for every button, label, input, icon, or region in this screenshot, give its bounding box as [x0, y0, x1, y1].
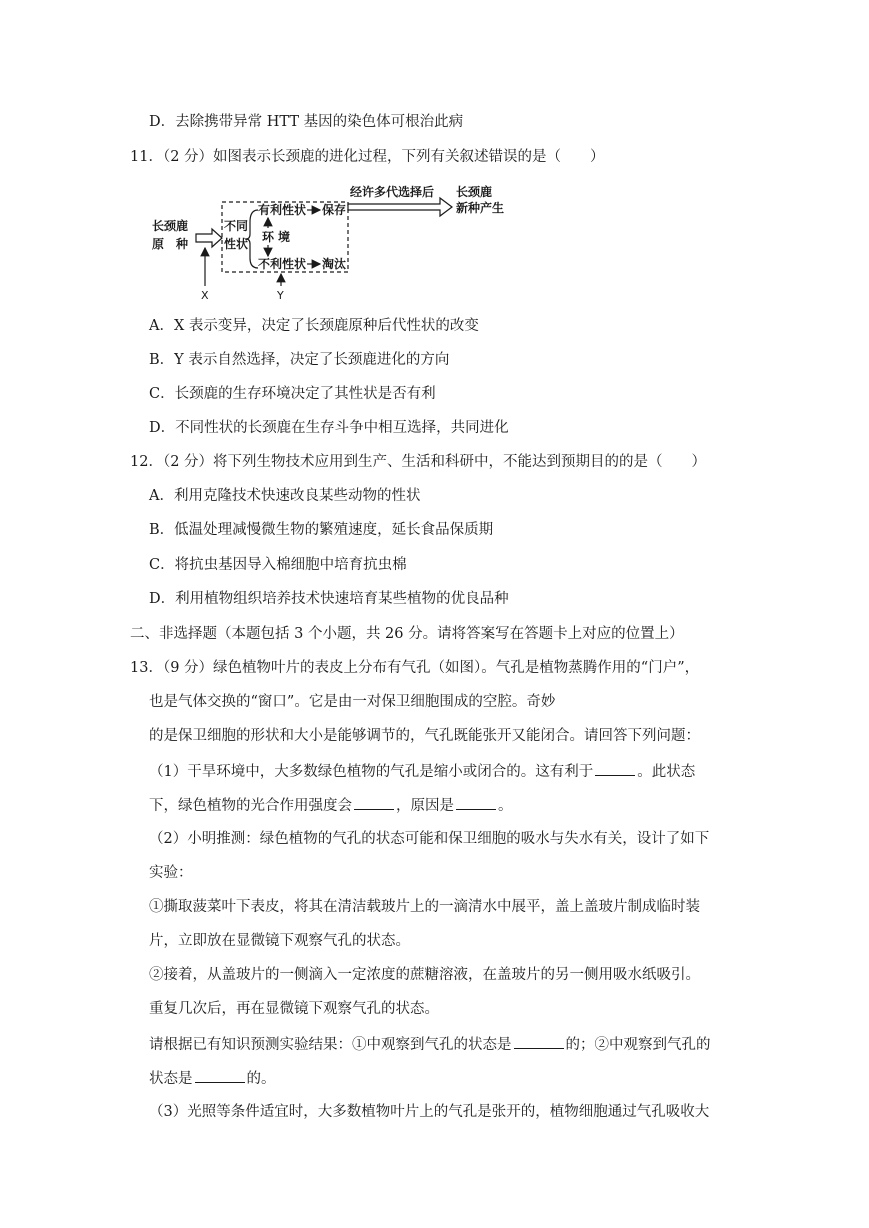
q13-prediction-line-2: [149, 1068, 276, 1089]
answer-blank-3[interactable]: [456, 795, 496, 810]
q13-prediction-text-b: 的；②中观察到气孔的: [565, 1037, 711, 1053]
q13-stem-line-3: 的是保卫细胞的形状和大小是能够调节的，气孔既能张开又能闭合。请回答下列问题：: [149, 728, 700, 744]
q11-option-b: B．Y 表示自然选择，决定了长颈鹿进化的方向: [149, 352, 450, 368]
diagram-eliminated-label: 淘汰: [322, 257, 347, 271]
diagram-origin-label-1: 长颈鹿: [152, 219, 189, 233]
q13-prediction-line-1: [149, 1034, 711, 1055]
q13-step-1-line-1: ①撕取菠菜叶下表皮，将其在清洁载玻片上的一滴清水中展平，盖上盖玻片制成临时装: [149, 899, 700, 915]
diagram-preserved-label: 保存: [322, 203, 347, 217]
q11-option-a: A．X 表示变异，决定了长颈鹿原种后代性状的改变: [149, 318, 479, 334]
q13-prediction-text-a: 请根据已有知识预测实验结果：①中观察到气孔的状态是: [149, 1037, 512, 1053]
q13-part-3-line-1: （3）光照等条件适宜时，大多数植物叶片上的气孔是张开的，植物细胞通过气孔吸收大: [149, 1104, 710, 1120]
diagram-after-selection-label: 经许多代选择后: [350, 185, 435, 199]
diagram-new-species-label-1: 长颈鹿: [456, 185, 493, 199]
section-2-heading: 二、非选择题（本题包括 3 个小题，共 26 分。请将答案写在答题卡上对应的位置上）: [130, 626, 684, 642]
q13-part-2-line-2: 实验：: [149, 865, 193, 881]
giraffe-evolution-diagram: [150, 182, 530, 304]
answer-blank-4[interactable]: [514, 1034, 564, 1049]
diagram-y-label: Y: [277, 289, 284, 302]
diagram-unfavorable-label: 不利性状: [258, 257, 307, 271]
q13-part-1-text-e: 。: [498, 798, 513, 814]
q11-option-d: D．不同性状的长颈鹿在生存斗争中相互选择，共同进化: [149, 420, 509, 436]
q13-part-1-text-d: ，原因是: [396, 798, 454, 814]
q12-option-a: A．利用克隆技术快速改良某些动物的性状: [149, 488, 421, 504]
q13-prediction-text-d: 的。: [246, 1071, 276, 1087]
answer-blank-1[interactable]: [595, 761, 635, 776]
q11-option-c: C．长颈鹿的生存环境决定了其性状是否有利: [149, 386, 436, 402]
q13-part-1-text-b: 。此状态: [637, 764, 696, 780]
q13-part-1-line-1: [149, 761, 695, 782]
diagram-different-label-1: 不同: [224, 219, 249, 233]
q12-option-b: B．低温处理减慢微生物的繁殖速度，延长食品保质期: [149, 522, 494, 538]
q12-stem: 12．（2 分）将下列生物技术应用到生产、生活和科研中，不能达到预期目的的是（ ）: [130, 454, 707, 470]
q12-option-d: D．利用植物组织培养技术快速培育某些植物的优良品种: [149, 591, 509, 607]
q13-step-2-line-1: ②接着，从盖玻片的一侧滴入一定浓度的蔗糖溶液，在盖玻片的另一侧用吸水纸吸引。: [149, 967, 700, 983]
q13-part-2-line-1: （2）小明推测：绿色植物的气孔的状态可能和保卫细胞的吸水与失水有关，设计了如下: [149, 831, 710, 847]
q12-option-c: C．将抗虫基因导入棉细胞中培育抗虫棉: [149, 557, 407, 573]
diagram-origin-label-2: 原 种: [152, 237, 189, 251]
q13-stem-line-1: 13．（9 分）绿色植物叶片的表皮上分布有气孔（如图）。气孔是植物蒸腾作用的“门户”，: [130, 660, 700, 676]
q13-step-1-line-2: 片，立即放在显微镜下观察气孔的状态。: [149, 933, 410, 949]
q13-prediction-text-c: 状态是: [149, 1071, 193, 1087]
diagram-x-label: X: [201, 289, 209, 302]
q13-step-2-line-2: 重复几次后，再在显微镜下观察气孔的状态。: [149, 1001, 439, 1017]
diagram-environment-label-1: 环: [262, 230, 275, 244]
diagram-selection-arrow: [348, 198, 452, 216]
diagram-environment-label-2: 境: [278, 230, 291, 244]
q13-part-1-line-2: [149, 795, 513, 816]
q13-stem-line-2: 也是气体交换的“窗口”。它是由一对保卫细胞围成的空腔。奇妙: [149, 694, 556, 710]
diagram-new-species-label-2: 新种产生: [456, 201, 505, 215]
diagram-origin-arrow: [196, 229, 222, 247]
q13-part-1-text-c: 下，绿色植物的光合作用强度会: [149, 798, 352, 814]
q10-option-d: D．去除携带异常 HTT 基因的染色体可根治此病: [149, 114, 464, 130]
diagram-different-label-2: 性状: [224, 237, 249, 251]
answer-blank-5[interactable]: [195, 1068, 245, 1083]
diagram-favorable-label: 有利性状: [258, 203, 307, 217]
q13-part-1-text-a: （1）干旱环境中，大多数绿色植物的气孔是缩小或闭合的。这有利于: [149, 764, 594, 780]
answer-blank-2[interactable]: [354, 795, 394, 810]
q11-stem: 11．（2 分）如图表示长颈鹿的进化过程，下列有关叙述错误的是（ ）: [130, 149, 605, 165]
